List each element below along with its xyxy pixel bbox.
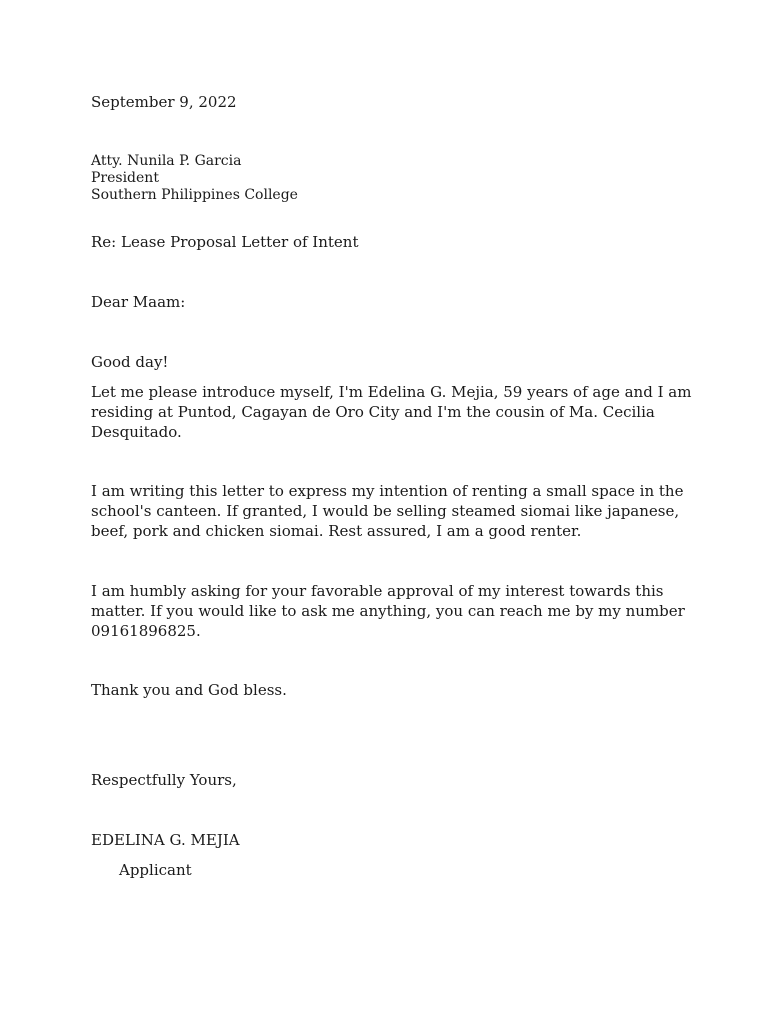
letter-date: September 9, 2022 (91, 93, 237, 111)
greeting: Good day! (91, 353, 169, 371)
paragraph-line: Let me please introduce myself, I'm Edelina G. Mejia, 59 years of age and I am (91, 383, 692, 401)
paragraph-request (91, 581, 691, 641)
paragraph-line: I am humbly asking for your favorable approval of my interest towards this (91, 582, 664, 600)
salutation: Dear Maam: (91, 293, 186, 311)
paragraph-line: residing at Puntod, Cagayan de Oro City and I'm the cousin of Ma. Cecilia (91, 403, 655, 421)
paragraph-line: I am writing this letter to express my intention of renting a small space in the (91, 482, 684, 500)
closing-line: Thank you and God bless. (91, 681, 287, 699)
recipient-name: Atty. Nunila P. Garcia (91, 153, 242, 169)
paragraph-line: beef, pork and chicken siomai. Rest assured, I am a good renter. (91, 522, 582, 540)
subject-line: Re: Lease Proposal Letter of Intent (91, 233, 359, 251)
recipient-title: President (91, 170, 159, 186)
paragraph-line: 09161896825. (91, 622, 201, 640)
paragraph-line: matter. If you would like to ask me anything, you can reach me by my number (91, 602, 685, 620)
complimentary-close: Respectfully Yours, (91, 771, 237, 789)
signatory-name: EDELINA G. MEJIA (91, 831, 240, 849)
paragraph-intention (91, 481, 691, 541)
recipient-organization: Southern Philippines College (91, 187, 298, 203)
paragraph-line: Desquitado. (91, 423, 182, 441)
paragraph-line: school's canteen. If granted, I would be selling steamed siomai like japanese, (91, 502, 680, 520)
paragraph-introduction (91, 382, 691, 442)
signatory-role: Applicant (119, 861, 192, 879)
